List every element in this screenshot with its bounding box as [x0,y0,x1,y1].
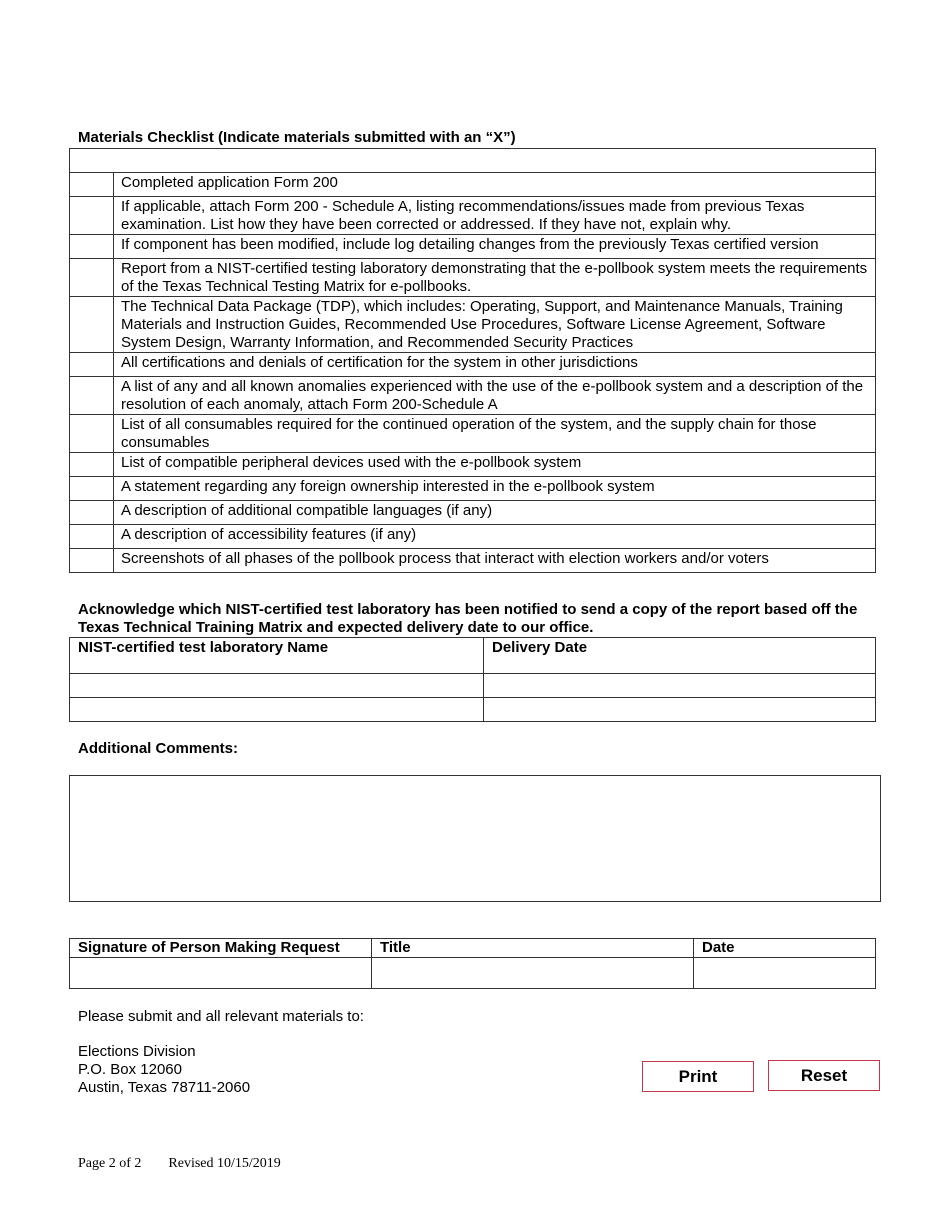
mailing-address [78,1043,250,1097]
checklist-row [70,235,876,259]
lab-table-row [70,698,876,722]
checklist-item-label: All certifications and denials of certification for the system in other jurisdictions [114,353,876,377]
checklist-item-label: A statement regarding any foreign ownership interested in the e-pollbook system [114,477,876,501]
checklist-heading: Materials Checklist (Indicate materials submitted with an “X”) [78,129,516,146]
checklist-row [70,353,876,377]
checklist-row [70,415,876,453]
checklist-item-label: List of all consumables required for the continued operation of the system, and the supply chain for those consumables [114,415,876,453]
signature-table [69,938,876,989]
date-column-header: Date [694,939,876,958]
lab-table [69,637,876,722]
checklist-item-label: A description of additional compatible languages (if any) [114,501,876,525]
checklist-item-label: If component has been modified, include log detailing changes from the previously Texas certified version [114,235,876,259]
title-field[interactable] [372,958,693,975]
lab-name-column-header: NIST-certified test laboratory Name [70,638,484,674]
lab-table-row [70,674,876,698]
checklist-mark-field[interactable] [70,197,113,214]
title-column-header: Title [372,939,694,958]
additional-comments-textarea[interactable] [69,775,881,902]
checklist-mark-field[interactable] [70,353,113,370]
signature-table-row [70,958,876,989]
signature-field[interactable] [70,958,371,975]
checklist-row [70,259,876,297]
submit-instruction: Please submit and all relevant materials to: [78,1008,364,1025]
checklist-mark-field[interactable] [70,477,113,494]
lab-name-field[interactable] [70,674,483,691]
checklist-mark-field[interactable] [70,549,113,566]
checklist-item-label: A description of accessibility features (if any) [114,525,876,549]
checklist-row [70,453,876,477]
address-line: Elections Division [78,1043,196,1060]
checklist-mark-field[interactable] [70,173,113,190]
checklist-item-label: List of compatible peripheral devices used with the e-pollbook system [114,453,876,477]
checklist-mark-field[interactable] [70,525,113,542]
checklist-mark-field[interactable] [70,377,113,394]
signature-column-header: Signature of Person Making Request [70,939,372,958]
checklist-mark-field[interactable] [70,297,113,314]
checklist-item-label: If applicable, attach Form 200 - Schedule A, listing recommendations/issues made from previous Texas examination. List how they have been corrected or addressed. If they have not, explain why. [114,197,876,235]
checklist-row [70,173,876,197]
checklist-mark-field[interactable] [70,259,113,276]
additional-comments-heading: Additional Comments: [78,740,238,757]
checklist-header-row [70,149,876,173]
lab-name-field[interactable] [70,698,483,715]
checklist-item-label: A list of any and all known anomalies experienced with the use of the e-pollbook system and a description of the resolution of each anomaly, attach Form 200-Schedule A [114,377,876,415]
checklist-item-label: Report from a NIST-certified testing laboratory demonstrating that the e-pollbook system meets the requirements of the Texas Technical Testing Matrix for e-pollbooks. [114,259,876,297]
checklist-mark-field[interactable] [70,415,113,432]
revision-date: Revised 10/15/2019 [168,1156,281,1171]
delivery-date-field[interactable] [484,674,875,691]
checklist-mark-field[interactable] [70,453,113,470]
address-line: Austin, Texas 78711-2060 [78,1079,251,1096]
page-footer [78,1156,281,1172]
delivery-date-field[interactable] [484,698,875,715]
lab-table-header-row [70,638,876,674]
checklist-mark-field[interactable] [70,235,113,252]
checklist-item-label: The Technical Data Package (TDP), which includes: Operating, Support, and Maintenance Manuals, Training Materials and Instruction Guides, Recommended Use Procedures, Software License Agreement, Software System Design, Warranty Information, and Recommended Security Practices [114,297,876,353]
checklist-item-label: Completed application Form 200 [114,173,876,197]
materials-checklist-table [69,148,876,573]
checklist-row [70,297,876,353]
checklist-row [70,477,876,501]
checklist-row [70,525,876,549]
date-field[interactable] [694,958,875,975]
checklist-row [70,501,876,525]
delivery-date-column-header: Delivery Date [484,638,876,674]
checklist-mark-field[interactable] [70,501,113,518]
address-line: P.O. Box 12060 [78,1061,182,1078]
checklist-row [70,377,876,415]
reset-button[interactable]: Reset [768,1060,880,1091]
checklist-item-label: Screenshots of all phases of the pollbook process that interact with election workers and/or voters [114,549,876,573]
checklist-row [70,197,876,235]
page-number: Page 2 of 2 [78,1156,142,1171]
lab-acknowledgement-heading: Acknowledge which NIST-certified test laboratory has been notified to send a copy of the report based off the Texas Technical Training Matrix and expected delivery date to our office. [78,601,858,636]
checklist-row [70,549,876,573]
signature-table-header-row [70,939,876,958]
print-button[interactable]: Print [642,1061,754,1092]
